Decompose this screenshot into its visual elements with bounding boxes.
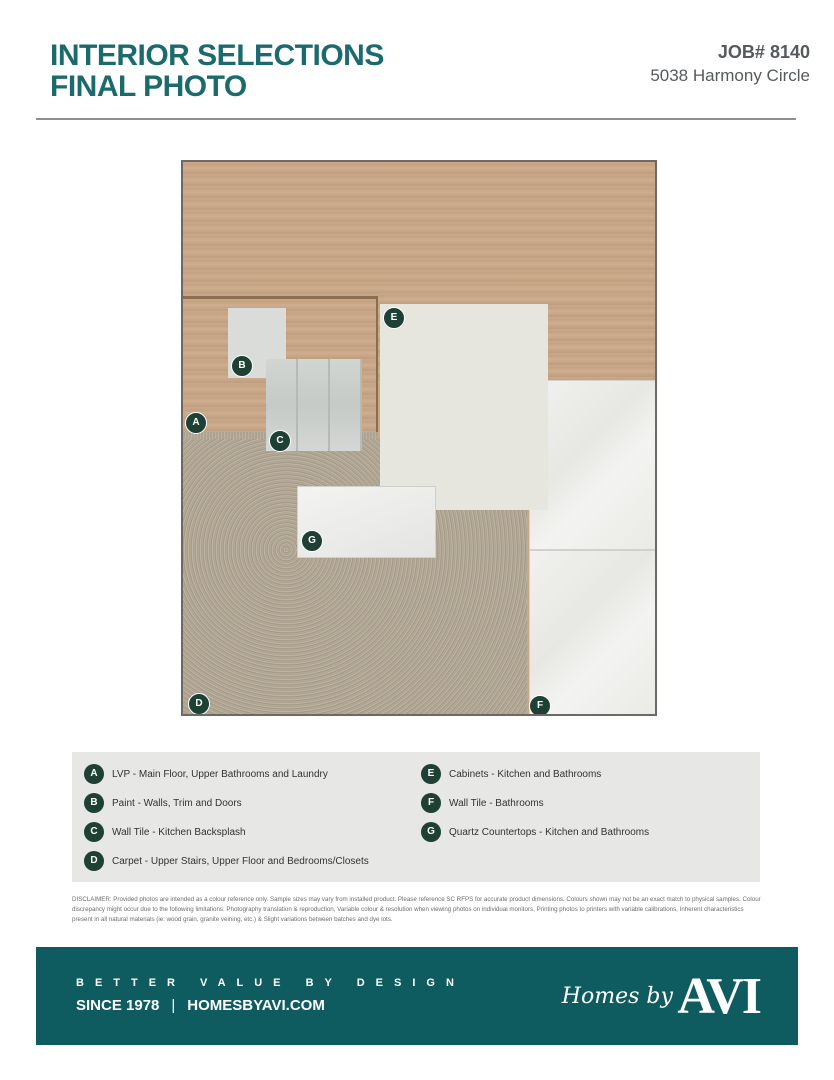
footer-since: SINCE 1978: [76, 997, 160, 1014]
legend-item-g: [421, 822, 649, 842]
legend-badge-d: D: [84, 851, 104, 871]
footer-separator: |: [171, 997, 176, 1014]
legend-item-a: [84, 764, 328, 784]
legend-text-c: Wall Tile - Kitchen Backsplash: [112, 826, 246, 838]
selections-legend: [72, 752, 760, 882]
legend-item-d: [84, 851, 369, 871]
legend-item-b: [84, 793, 242, 813]
header-divider: [36, 118, 796, 120]
logo-script: Homes by: [561, 984, 673, 1009]
job-info: [650, 40, 810, 88]
badge-a: A: [185, 412, 207, 434]
badge-e: E: [383, 307, 405, 329]
wall-tile-bathroom-lower: [529, 550, 657, 716]
backsplash-tile-2: [298, 359, 330, 451]
badge-g: G: [301, 530, 323, 552]
badge-f: F: [529, 695, 551, 716]
selections-photo: [181, 160, 657, 716]
footer-contact: [76, 997, 325, 1014]
legend-item-c: [84, 822, 246, 842]
footer-website-link[interactable]: HOMESBYAVI.COM: [187, 997, 325, 1014]
legend-badge-c: C: [84, 822, 104, 842]
legend-badge-b: B: [84, 793, 104, 813]
job-address: 5038 Harmony Circle: [650, 66, 810, 85]
legend-badge-f: F: [421, 793, 441, 813]
legend-item-e: [421, 764, 601, 784]
wall-tile-bathroom-upper: [529, 380, 657, 550]
title-line-1: INTERIOR SELECTIONS: [50, 39, 384, 72]
legend-item-f: [421, 793, 544, 813]
legend-badge-e: E: [421, 764, 441, 784]
legend-text-a: LVP - Main Floor, Upper Bathrooms and Laundry: [112, 768, 328, 780]
disclaimer-text: DISCLAIMER: Provided photos are intended as a colour reference only. Sample sizes may vary from installed product. Please reference SC RFPS for accurate product dimensions. Colours shown may not be an exact match to physical samples. Colour discrepancy might occur due to the following limitations: Photography translation & reproduction, Variable colour & resolution when viewing photos on individual monitors, Printing photos to printers with variable calibrations, Inherent characteristics present in all natural materials (ie: wood grain, granite veining, etc.) & Slight variations between batches and dye lots.: [72, 896, 761, 923]
badge-b: B: [231, 355, 253, 377]
footer-banner: [36, 947, 798, 1045]
plank-seam-vertical: [376, 297, 378, 437]
legend-text-d: Carpet - Upper Stairs, Upper Floor and Bedrooms/Closets: [112, 855, 369, 867]
legend-badge-a: A: [84, 764, 104, 784]
legend-text-f: Wall Tile - Bathrooms: [449, 797, 544, 809]
page-title: [50, 40, 384, 102]
logo-brand: AVI: [677, 968, 760, 1025]
legend-badge-g: G: [421, 822, 441, 842]
legend-text-g: Quartz Countertops - Kitchen and Bathrooms: [449, 826, 650, 838]
backsplash-tile-3: [330, 359, 362, 451]
cabinet-sample: [380, 304, 548, 510]
badge-c: C: [269, 430, 291, 452]
badge-d: D: [188, 693, 210, 715]
job-number: JOB# 8140: [717, 42, 810, 62]
lvp-plank-top: [183, 162, 657, 297]
homes-by-avi-logo: [562, 967, 760, 1026]
legend-text-b: Paint - Walls, Trim and Doors: [112, 797, 242, 809]
title-line-2: FINAL PHOTO: [50, 70, 247, 103]
legend-text-e: Cabinets - Kitchen and Bathrooms: [449, 768, 602, 780]
footer-tagline: BETTER VALUE BY DESIGN: [76, 977, 465, 989]
